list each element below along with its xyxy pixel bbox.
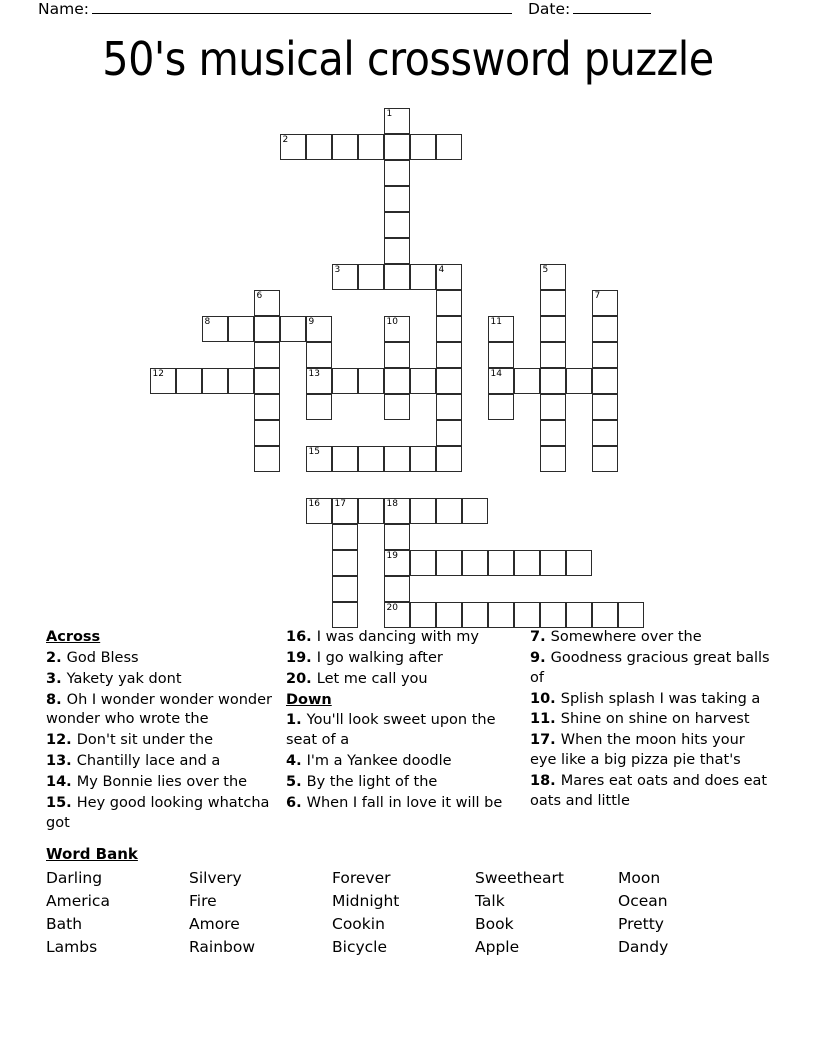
clue-number: 2. [46,649,67,666]
grid-cell[interactable] [254,420,280,446]
word-bank-word[interactable]: Amore [189,915,240,934]
grid-cell[interactable] [488,368,514,394]
grid-cell[interactable] [384,368,410,394]
grid-cell[interactable] [592,446,618,472]
clue-text: I'm a Yankee doodle [306,753,452,770]
clue-item [286,711,526,751]
word-bank-word[interactable]: Pretty [618,915,664,934]
grid-cell[interactable] [592,290,618,316]
clue-text: Let me call you [316,670,428,687]
word-bank-word[interactable]: Fire [189,892,217,911]
clue-number: 14. [46,774,77,791]
word-bank-word[interactable]: Ocean [618,892,668,911]
grid-cell[interactable] [540,342,566,368]
grid-cell[interactable] [358,498,384,524]
grid-cell[interactable] [280,134,306,160]
clue-number: 7. [530,629,551,645]
word-bank-heading: Word Bank [46,845,138,863]
word-bank-column [475,867,618,959]
grid-cell[interactable] [436,134,462,160]
clue-item [286,628,526,648]
word-bank-word[interactable]: Rainbow [189,938,256,957]
grid-cell[interactable] [384,186,410,212]
clue-text: By the light of the [306,774,438,791]
name-label: Name: [38,0,89,18]
grid-cell-number: 19 [386,550,398,561]
grid-cell-number: 14 [490,368,502,379]
word-bank-word[interactable]: Dandy [618,938,669,957]
grid-cell[interactable] [462,498,488,524]
grid-cell[interactable] [176,368,202,394]
clues-column-1 [46,628,291,835]
grid-cell[interactable] [540,290,566,316]
grid-cell[interactable] [332,550,358,576]
grid-cell[interactable] [384,212,410,238]
grid-cell[interactable] [384,394,410,420]
clue-text: Somewhere over the [550,629,702,645]
grid-cell-number: 13 [308,368,320,379]
grid-cell[interactable] [384,108,410,134]
clue-item [286,649,526,669]
grid-cell[interactable] [462,602,488,628]
clue-text: My Bonnie lies over the [76,774,248,791]
grid-cell[interactable] [488,550,514,576]
clue-item [530,710,772,730]
grid-cell[interactable] [436,394,462,420]
grid-cell[interactable] [280,316,306,342]
grid-cell[interactable] [514,368,540,394]
grid-cell-number: 8 [204,316,211,327]
clue-text: Hey good looking whatcha got [46,794,270,831]
grid-cell[interactable] [410,550,436,576]
grid-cell[interactable] [436,420,462,446]
grid-cell[interactable] [306,134,332,160]
clue-number: 18. [530,773,561,790]
grid-cell-number: 5 [542,264,549,275]
grid-cell[interactable] [540,264,566,290]
grid-cell[interactable] [332,368,358,394]
grid-cell-number: 9 [308,316,315,327]
word-bank-word[interactable]: Cookin [332,915,385,934]
grid-cell[interactable] [306,446,332,472]
grid-cell-number: 20 [386,602,398,613]
grid-cell[interactable] [540,550,566,576]
clues-column-3 [530,628,772,813]
grid-cell-number: 1 [386,108,393,119]
grid-cell[interactable] [540,316,566,342]
grid-cell[interactable] [332,446,358,472]
word-bank-word[interactable]: Apple [475,938,520,957]
grid-cell[interactable] [306,394,332,420]
grid-cell[interactable] [384,576,410,602]
down-heading: Down [286,691,332,708]
grid-cell[interactable] [540,420,566,446]
grid-cell[interactable] [540,368,566,394]
grid-cell[interactable] [436,498,462,524]
grid-cell[interactable] [228,368,254,394]
grid-cell[interactable] [202,316,228,342]
clue-text: Mares eat oats and does eat oats and little [530,773,768,809]
clue-text: Don't sit under the [76,732,214,749]
grid-cell[interactable] [592,602,618,628]
grid-cell[interactable] [436,446,462,472]
grid-cell[interactable] [384,550,410,576]
clue-item [286,670,526,690]
clue-item [286,752,526,772]
across-heading: Across [46,629,101,645]
grid-cell[interactable] [332,524,358,550]
word-bank-word[interactable]: Talk [475,892,505,911]
clue-number: 9. [530,649,551,666]
word-bank-word[interactable]: Bicycle [332,938,387,957]
word-bank-grid [46,867,772,959]
grid-cell[interactable] [384,238,410,264]
grid-cell[interactable] [436,342,462,368]
clue-number: 19. [286,649,317,666]
clue-item [46,691,291,731]
clue-item [46,773,291,793]
grid-cell[interactable] [384,524,410,550]
clue-text: Chantilly lace and a [76,753,221,770]
grid-cell[interactable] [254,446,280,472]
grid-cell[interactable] [254,368,280,394]
clue-item [46,731,291,751]
word-bank-word[interactable]: Book [475,915,514,934]
grid-cell[interactable] [358,134,384,160]
grid-cell[interactable] [332,264,358,290]
grid-cell[interactable] [592,368,618,394]
clue-number: 17. [530,732,561,749]
grid-cell[interactable] [436,316,462,342]
clue-number: 15. [46,794,77,811]
grid-cell[interactable] [540,394,566,420]
grid-cell-number: 16 [308,498,320,509]
clue-number: 12. [46,732,77,749]
grid-cell[interactable] [540,446,566,472]
grid-cell[interactable] [592,316,618,342]
word-bank-column [189,867,332,959]
grid-cell[interactable] [150,368,176,394]
word-bank-word[interactable]: America [46,892,110,911]
clue-item [46,649,291,669]
grid-cell[interactable] [592,420,618,446]
clue-number: 4. [286,753,307,770]
grid-cell[interactable] [592,342,618,368]
grid-cell[interactable] [488,602,514,628]
grid-cell[interactable] [332,602,358,628]
grid-cell[interactable] [254,290,280,316]
grid-cell[interactable] [436,602,462,628]
clues-column-2 [286,628,526,815]
clue-text: I was dancing with my [316,629,479,645]
grid-cell[interactable] [306,316,332,342]
grid-cell-number: 7 [594,290,601,301]
clue-number: 13. [46,753,77,770]
grid-cell-number: 12 [152,368,164,379]
grid-cell-number: 18 [386,498,398,509]
clue-text: When I fall in love it will be [306,794,503,811]
clue-number: 20. [286,670,317,687]
grid-cell[interactable] [410,602,436,628]
clue-text: Oh I wonder wonder wonder wonder who wrote the [46,691,272,728]
grid-cell[interactable] [358,446,384,472]
clue-item [530,649,772,689]
grid-cell[interactable] [384,316,410,342]
grid-cell[interactable] [436,550,462,576]
grid-cell[interactable] [306,342,332,368]
grid-cell[interactable] [202,368,228,394]
clue-text: Splish splash I was taking a [560,690,761,707]
grid-cell[interactable] [540,602,566,628]
clue-item [530,772,772,812]
clue-text: When the moon hits your eye like a big pizza pie that's [530,732,745,769]
grid-cell[interactable] [358,264,384,290]
word-bank-word[interactable]: Forever [332,869,391,887]
clue-number: 6. [286,794,307,811]
word-bank-word[interactable]: Darling [46,869,103,887]
clue-item [530,628,772,648]
word-bank-word[interactable]: Silvery [189,869,242,887]
grid-cell-number: 3 [334,264,341,275]
clue-item [286,773,526,793]
clue-item [46,794,291,834]
grid-cell[interactable] [436,264,462,290]
grid-cell[interactable] [514,550,540,576]
word-bank-word[interactable]: Bath [46,915,83,934]
clue-number: 10. [530,690,561,707]
clue-text: You'll look sweet upon the seat of a [286,712,496,749]
grid-cell[interactable] [254,394,280,420]
clue-text: Yakety yak dont [66,670,182,687]
grid-cell-number: 17 [334,498,346,509]
word-bank-column [46,867,189,959]
grid-cell-number: 6 [256,290,263,301]
word-bank-word[interactable]: Sweetheart [475,869,564,887]
clue-number: 8. [46,691,67,708]
clue-item [530,731,772,771]
clue-text: Goodness gracious great balls of [530,649,770,686]
grid-cell[interactable] [332,576,358,602]
grid-cell[interactable] [228,316,254,342]
clue-item [46,670,291,690]
grid-cell[interactable] [514,602,540,628]
grid-cell[interactable] [488,316,514,342]
grid-cell[interactable] [306,498,332,524]
clue-number: 16. [286,629,317,645]
grid-cell[interactable] [566,602,592,628]
grid-cell-number: 10 [386,316,398,327]
grid-cell[interactable] [566,550,592,576]
grid-cell[interactable] [566,368,592,394]
clue-number: 1. [286,712,307,729]
grid-cell[interactable] [384,342,410,368]
grid-cell-number: 15 [308,446,320,457]
clue-number: 3. [46,670,67,687]
grid-cell[interactable] [358,368,384,394]
word-bank-column [618,867,761,959]
grid-cell[interactable] [436,368,462,394]
clue-number: 11. [530,711,561,728]
word-bank-column [332,867,475,959]
grid-cell[interactable] [410,134,436,160]
grid-cell[interactable] [384,446,410,472]
grid-cell[interactable] [332,134,358,160]
clue-text: God Bless [66,649,139,666]
clue-text: Shine on shine on harvest [560,711,750,728]
grid-cell-number: 11 [490,316,502,327]
clue-item [46,752,291,772]
page-title: 50's musical crossword puzzle [102,32,714,86]
date-label: Date: [527,0,571,18]
grid-cell[interactable] [254,316,280,342]
grid-cell[interactable] [254,342,280,368]
clue-item [286,794,526,814]
grid-cell[interactable] [384,160,410,186]
grid-cell[interactable] [462,550,488,576]
grid-cell[interactable] [384,602,410,628]
grid-cell[interactable] [436,290,462,316]
grid-cell[interactable] [384,498,410,524]
word-bank-word[interactable]: Lambs [46,938,98,957]
grid-cell[interactable] [332,498,358,524]
grid-cell[interactable] [410,446,436,472]
grid-cell[interactable] [410,368,436,394]
clue-text: I go walking after [316,649,443,666]
grid-cell[interactable] [488,342,514,368]
grid-cell[interactable] [410,498,436,524]
grid-cell[interactable] [410,264,436,290]
clue-number: 5. [286,774,307,791]
grid-cell[interactable] [384,264,410,290]
grid-cell[interactable] [384,134,410,160]
word-bank-section [46,845,772,959]
clues-section [46,628,772,831]
grid-cell-number: 2 [282,134,289,145]
word-bank-word[interactable]: Midnight [332,892,400,911]
grid-cell-number: 4 [438,264,445,275]
grid-cell[interactable] [618,602,644,628]
word-bank-word[interactable]: Moon [618,869,661,887]
grid-cell[interactable] [488,394,514,420]
grid-cell[interactable] [592,394,618,420]
clue-item [530,690,772,710]
grid-cell[interactable] [306,368,332,394]
